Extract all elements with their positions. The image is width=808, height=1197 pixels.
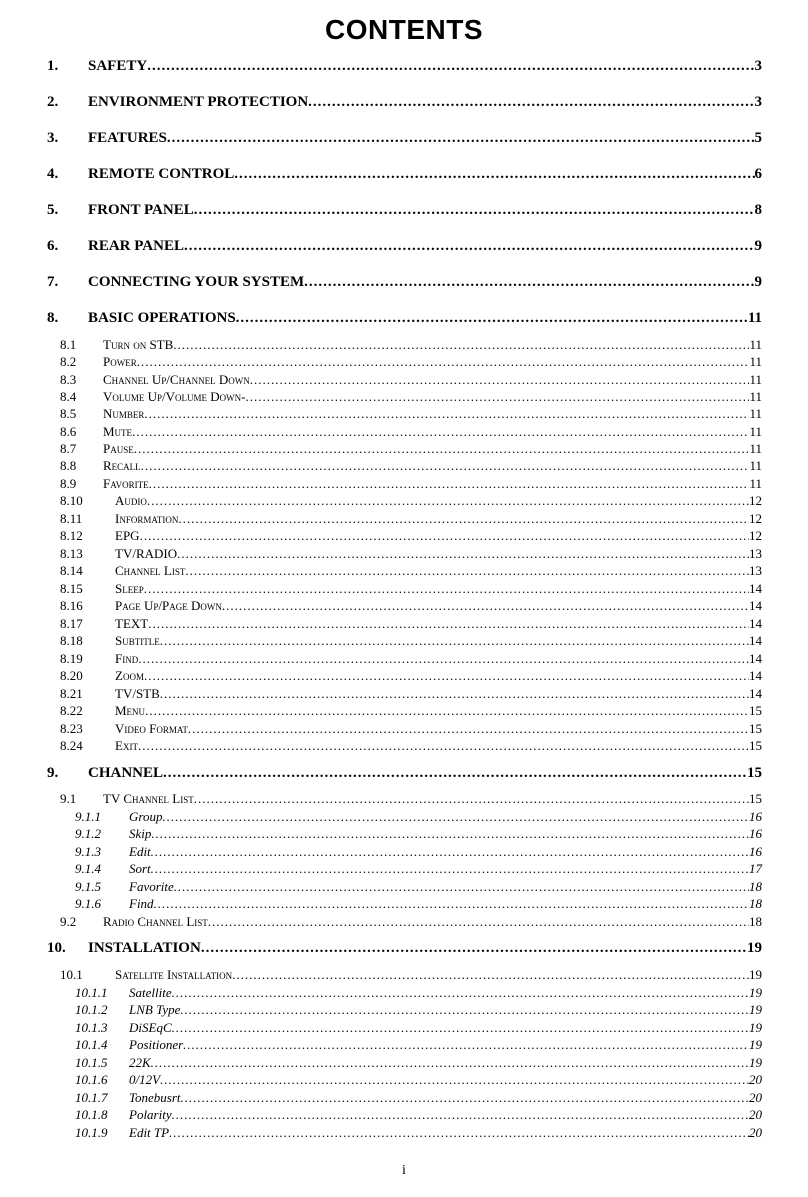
dot-leader [160,633,749,649]
toc-entry-title: Radio Channel List [103,914,208,929]
toc-entry[interactable] [0,130,808,150]
toc-entry-title: 22K [129,1055,151,1070]
toc-entry-page: 8 [754,202,762,218]
toc-entry-title: Menu [115,703,146,718]
toc-entry[interactable] [0,94,808,114]
toc-entry-title: SAFETY [88,58,148,74]
toc-entry-title: ENVIRONMENT PROTECTION [88,94,309,110]
toc-entry-title: Audio [115,493,147,508]
toc-entry-number: 9.1.3 [75,844,101,859]
toc-entry-page: 12 [749,493,762,508]
toc-entry-number: 9.1.6 [75,896,101,911]
toc-entry[interactable] [0,274,808,294]
toc-entry-title: Exit [115,738,138,753]
toc-entry-title: Zoom [115,668,144,683]
toc-entry-number: 8.6 [60,424,77,439]
dot-leader [151,844,749,860]
dot-leader [172,985,749,1001]
toc-entry[interactable] [0,166,808,186]
toc-entry-title: Skip [129,826,152,841]
toc-entry-number: 8.19 [60,651,83,666]
toc-entry-number: 8.18 [60,633,83,648]
toc-entry[interactable] [0,310,808,330]
toc-entry-title: 0/12V [129,1072,161,1087]
toc-entry-number: 10.1.8 [75,1107,108,1122]
dot-leader [236,310,748,327]
dot-leader [160,1072,749,1088]
toc-entry-title: Favorite [129,879,174,894]
toc-entry-title: Recall [103,458,141,473]
toc-entry[interactable] [0,58,808,78]
dot-leader [137,354,750,370]
toc-entry-page: 15 [749,738,762,753]
toc-entry[interactable] [0,1002,808,1022]
toc-entry-number: 10.1.2 [75,1002,108,1017]
toc-entry-number: 8.7 [60,441,77,456]
toc-entry-number: 8.1 [60,337,77,352]
toc-entry-title: Power [103,354,137,369]
dot-leader [163,765,747,782]
toc-entry[interactable] [0,914,808,934]
toc-entry[interactable] [0,598,808,618]
toc-entry-page: 11 [749,424,762,439]
toc-entry-number: 10.1.9 [75,1125,108,1140]
toc-entry-page: 18 [749,896,762,911]
dot-leader [201,940,747,957]
toc-entry-title: Pause [103,441,134,456]
dot-leader [144,406,749,422]
toc-entry-page: 20 [749,1072,762,1087]
toc-entry-title: FEATURES [88,130,167,146]
toc-entry-title: Group [129,809,163,824]
toc-entry[interactable] [0,406,808,426]
toc-entry-page: 14 [749,581,762,596]
dot-leader [246,389,750,405]
toc-entry-page: 11 [749,372,762,387]
toc-entry-page: 14 [749,686,762,701]
dot-leader [160,686,749,702]
toc-entry-number: 8.12 [60,528,83,543]
toc-entry-number: 8. [47,310,59,326]
toc-entry-title: Satellite Installation [115,967,233,982]
toc-entry-number: 8.15 [60,581,83,596]
dot-leader [178,511,749,527]
dot-leader [173,337,749,353]
toc-entry-number: 8.13 [60,546,83,561]
toc-entry-page: 19 [749,967,762,982]
toc-entry[interactable] [0,1037,808,1057]
toc-entry-title: REMOTE CONTROL [88,166,235,182]
toc-entry-number: 8.4 [60,389,77,404]
toc-entry-number: 8.22 [60,703,83,718]
toc-entry[interactable] [0,238,808,258]
toc-entry[interactable] [0,861,808,881]
toc-entry-title: TV Channel List [103,791,194,806]
toc-entry-title: Satellite [129,985,172,1000]
toc-entry[interactable] [0,493,808,513]
toc-entry[interactable] [0,738,808,758]
dot-leader [232,967,749,983]
dot-leader [151,1055,749,1071]
toc-entry-page: 14 [749,633,762,648]
dot-leader [151,826,749,842]
toc-entry-title: REAR PANEL [88,238,184,254]
toc-entry-page: 19 [747,940,762,956]
dot-leader [138,738,749,754]
toc-entry-page: 5 [754,130,762,146]
toc-entry[interactable] [0,940,808,960]
toc-entry-number: 10. [47,940,66,956]
toc-entry[interactable] [0,967,808,987]
toc-entry-number: 9.2 [60,914,77,929]
toc-entry-page: 19 [749,1055,762,1070]
toc-entry[interactable] [0,202,808,222]
toc-entry[interactable] [0,633,808,653]
dot-leader [147,493,749,509]
toc-entry-title: INSTALLATION [88,940,201,956]
toc-entry-page: 15 [749,791,762,806]
toc-entry-page: 9 [754,238,762,254]
toc-entry-title: Page Up/Page Down [115,598,222,613]
toc-entry-title: Find [115,651,139,666]
toc-entry-number: 1. [47,58,59,74]
toc-entry-page: 19 [749,1002,762,1017]
toc-entry-number: 8.21 [60,686,83,701]
toc-entry-number: 10.1.3 [75,1020,108,1035]
toc-entry-title: Find [129,896,154,911]
toc-entry-page: 14 [749,616,762,631]
toc-entry-title: Tonebusrt [129,1090,181,1105]
toc-entry-title: LNB Type [129,1002,181,1017]
toc-entry-page: 11 [749,406,762,421]
toc-entry-number: 8.16 [60,598,83,613]
dot-leader [144,668,749,684]
dot-leader [167,130,755,147]
toc-entry-number: 9.1.4 [75,861,101,876]
toc-entry-page: 11 [747,310,762,326]
toc-entry-number: 3. [47,130,59,146]
toc-entry-page: 17 [749,861,762,876]
dot-leader [132,424,749,440]
toc-entry-title: CONNECTING YOUR SYSTEM [88,274,305,290]
toc-entry-page: 13 [749,563,762,578]
toc-entry-number: 9.1.5 [75,879,101,894]
dot-leader [134,441,750,457]
dot-leader [194,202,755,219]
toc-entry-page: 19 [749,1037,762,1052]
toc-entry[interactable] [0,354,808,374]
toc-entry-number: 8.24 [60,738,83,753]
dot-leader [148,616,749,632]
toc-entry-number: 6. [47,238,59,254]
toc-entry-page: 9 [754,274,762,290]
dot-leader [174,879,749,895]
toc-entry-title: EPG [115,528,140,543]
toc-entry-number: 10.1.1 [75,985,108,1000]
toc-entry[interactable] [0,791,808,811]
toc-entry-page: 15 [747,765,762,781]
dot-leader [145,703,749,719]
page-title: CONTENTS [325,14,483,45]
toc-entry-number: 8.10 [60,493,83,508]
toc-entry-number: 8.14 [60,563,83,578]
toc-entry-page: 11 [749,458,762,473]
toc-entry-title: DiSEqC [129,1020,172,1035]
toc-entry-page: 11 [749,337,762,352]
dot-leader [138,651,749,667]
toc-entry-page: 20 [749,1107,762,1122]
toc-entry-page: 11 [749,441,762,456]
toc-entry-page: 16 [749,826,762,841]
toc-entry-title: Favorite [103,476,149,491]
dot-leader [154,896,749,912]
dot-leader [185,563,749,579]
toc-entry-number: 7. [47,274,59,290]
toc-entry-page: 3 [754,94,762,110]
toc-entry-number: 10.1.4 [75,1037,108,1052]
toc-entry-number: 10.1.5 [75,1055,108,1070]
toc-entry-title: BASIC OPERATIONS [88,310,236,326]
dot-leader [180,1002,749,1018]
toc-entry-number: 9.1.2 [75,826,101,841]
toc-entry-number: 8.20 [60,668,83,683]
toc-entry[interactable] [0,1072,808,1092]
toc-entry-title: Edit TP [129,1125,170,1140]
toc-entry[interactable] [0,826,808,846]
toc-entry-number: 8.17 [60,616,83,631]
toc-entry[interactable] [0,896,808,916]
toc-entry-title: Sort [129,861,151,876]
dot-leader [149,476,750,492]
dot-leader [250,372,750,388]
toc-entry-title: Positioner [129,1037,184,1052]
toc-entry[interactable] [0,703,808,723]
dot-leader [208,914,749,930]
toc-entry-title: Video Format [115,721,188,736]
toc-entry-number: 5. [47,202,59,218]
dot-leader [140,528,749,544]
toc-entry-title: Sleep [115,581,144,596]
dot-leader [308,94,754,111]
toc-entry-title: Turn on STB [103,337,174,352]
dot-leader [151,861,749,877]
toc-entry[interactable] [0,1107,808,1127]
toc-entry-number: 10.1.6 [75,1072,108,1087]
toc-entry-page: 18 [749,879,762,894]
toc-entry[interactable] [0,528,808,548]
page-number-footer: i [402,1163,406,1178]
dot-leader [184,238,755,255]
dot-leader [162,809,749,825]
toc-entry-title: TEXT [115,616,149,631]
toc-entry-title: Channel List [115,563,186,578]
toc-entry-page: 6 [754,166,762,182]
toc-entry-number: 8.11 [60,511,83,526]
dot-leader [177,546,749,562]
toc-entry-number: 9.1 [60,791,77,806]
dot-leader [304,274,754,291]
toc-entry-title: Channel Up/Channel Down [103,372,250,387]
toc-entry-page: 11 [749,354,762,369]
toc-entry-number: 4. [47,166,59,182]
toc-entry[interactable] [0,765,808,785]
toc-entry-number: 8.2 [60,354,77,369]
toc-entry-page: 13 [749,546,762,561]
dot-leader [234,166,754,183]
toc-entry-title: TV/RADIO [115,546,178,561]
toc-entry[interactable] [0,1125,808,1145]
toc-entry-page: 18 [749,914,762,929]
toc-entry-title: FRONT PANEL [88,202,194,218]
toc-entry-page: 11 [749,476,762,491]
toc-entry-number: 8.9 [60,476,77,491]
toc-entry-title: CHANNEL [88,765,164,781]
toc-entry-number: 9.1.1 [75,809,101,824]
toc-entry-page: 12 [749,511,762,526]
dot-leader [188,721,749,737]
toc-entry-page: 19 [749,985,762,1000]
toc-entry-page: 14 [749,598,762,613]
toc-entry-page: 16 [749,809,762,824]
dot-leader [222,598,749,614]
dot-leader [172,1020,749,1036]
toc-entry-number: 8.8 [60,458,77,473]
toc-entry-title: Edit [129,844,151,859]
toc-entry-number: 10.1.7 [75,1090,108,1105]
toc-entry[interactable] [0,668,808,688]
toc-entry-number: 8.23 [60,721,83,736]
dot-leader [147,58,754,75]
toc-entry-page: 14 [749,651,762,666]
toc-entry-page: 12 [749,528,762,543]
toc-entry-page: 15 [749,703,762,718]
toc-entry-page: 19 [749,1020,762,1035]
toc-entry[interactable] [0,458,808,478]
toc-entry-page: 20 [749,1090,762,1105]
toc-entry-page: 15 [749,721,762,736]
toc-entry-number: 9. [47,765,59,781]
toc-entry-title: TV/STB [115,686,160,701]
toc-entry-page: 14 [749,668,762,683]
toc-entry-page: 11 [749,389,762,404]
toc-entry-page: 16 [749,844,762,859]
dot-leader [144,581,749,597]
toc-entry-number: 8.3 [60,372,77,387]
toc-entry-title: Subtitle [115,633,160,648]
toc-entry-title: Volume Up/Volume Down- [103,389,246,404]
toc-entry-title: Polarity [129,1107,172,1122]
toc-entry[interactable] [0,563,808,583]
dot-leader [141,458,750,474]
toc-entry-number: 10.1 [60,967,83,982]
dot-leader [172,1107,749,1123]
toc-entry-number: 2. [47,94,59,110]
toc-entry-title: Information [115,511,179,526]
dot-leader [194,791,749,807]
dot-leader [183,1037,749,1053]
toc-entry-number: 8.5 [60,406,77,421]
toc-entry-page: 20 [749,1125,762,1140]
dot-leader [181,1090,749,1106]
toc-entry-title: Mute [103,424,133,439]
toc-entry-page: 3 [754,58,762,74]
toc-entry-title: Number [103,406,145,421]
dot-leader [169,1125,749,1141]
